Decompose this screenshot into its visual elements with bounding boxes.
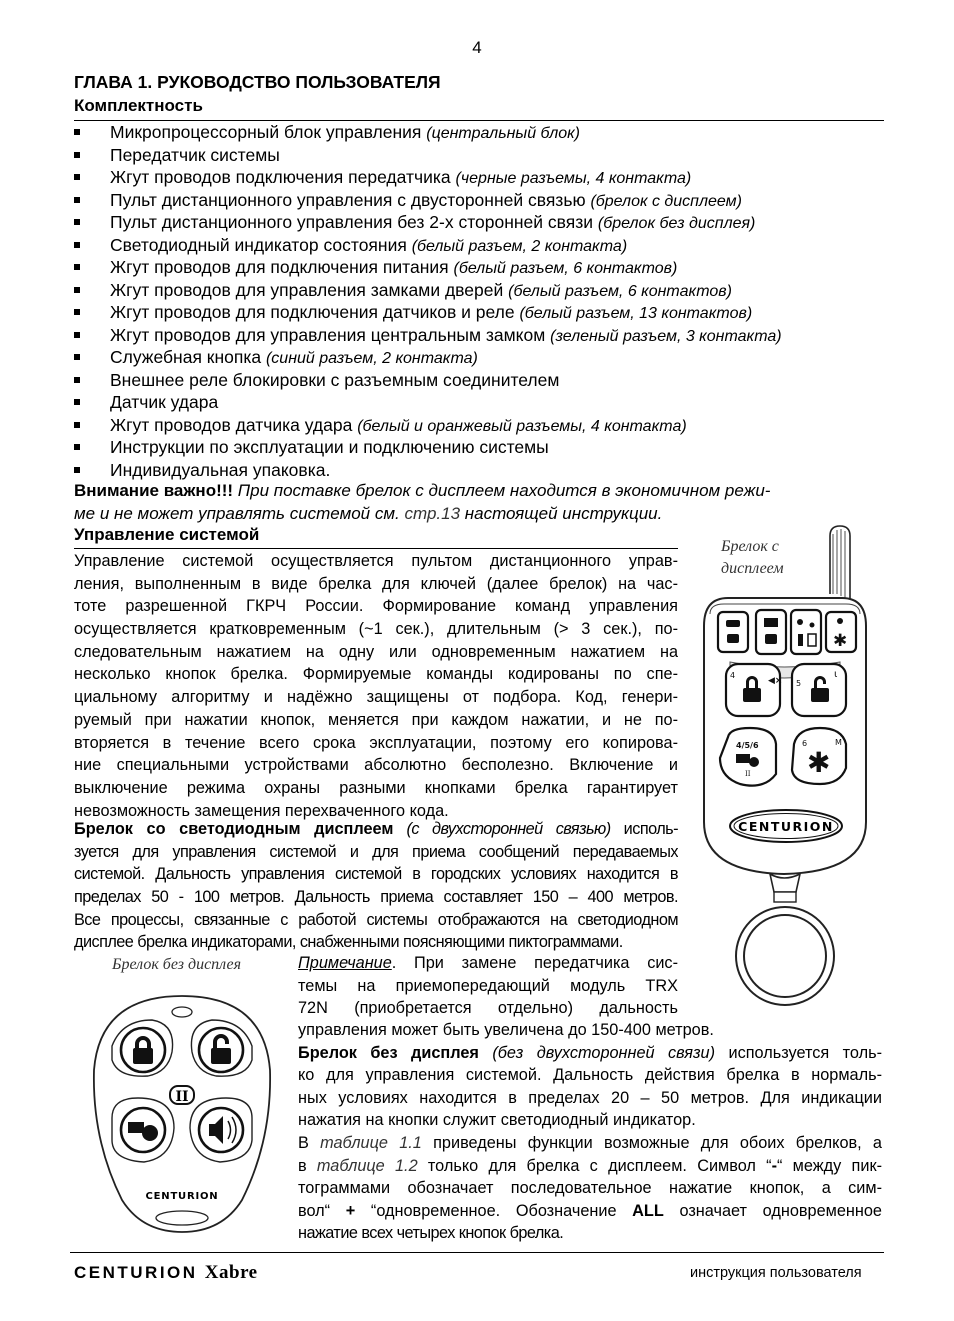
- svg-text:4: 4: [730, 671, 736, 680]
- bullet-marker: [74, 399, 80, 405]
- control-paragraph-line: невозможность замещения перехваченного кода.: [74, 801, 449, 820]
- svg-text:✱: ✱: [833, 631, 848, 651]
- svg-text:◀×: ◀×: [768, 676, 783, 686]
- kit-item-text: Микропроцессорный блок управления: [110, 122, 427, 142]
- kit-list: [74, 121, 894, 481]
- kit-list-item: [74, 121, 894, 144]
- kit-item-text: Инструкции по эксплуатации и подключению системы: [110, 437, 549, 457]
- warning-text-3: настоящей инструкции.: [460, 503, 663, 523]
- table-ref-1-2: таблице 1.2: [316, 1156, 418, 1175]
- bullet-marker: [74, 287, 80, 293]
- control-paragraph-line: ления, выполненным в виде брелка для ключей (далее брелок) на час-: [74, 574, 678, 593]
- bullet-marker: [74, 129, 80, 135]
- svg-text:5: 5: [796, 679, 802, 688]
- svg-text:✱: ✱: [807, 746, 831, 779]
- display-fob-brand: CENTURION: [738, 819, 834, 834]
- tables-text: вол“: [298, 1201, 346, 1220]
- warning-paragraph: [74, 480, 884, 525]
- kit-item-note: (зеленый разъем, 3 контакта): [550, 327, 782, 345]
- note-line: . При замене передатчика сис-: [391, 954, 678, 972]
- footer-brand: [74, 1262, 258, 1284]
- table-ref-1-1: таблице 1.1: [320, 1133, 422, 1152]
- control-paragraph-line: тоте разрешенной ГКРЧ России. Формирование команд управления: [74, 597, 678, 616]
- bullet-marker: [74, 332, 80, 338]
- display-fob-line: Все процессы, связанные с работой системы отображаются на светодиодном: [74, 910, 678, 929]
- plain-fob-subtitle: (без двухсторонней связи): [478, 1043, 716, 1062]
- kit-item-text: Внешнее реле блокировки с разъемным соединителем: [110, 369, 560, 390]
- control-paragraph-line: Управление системой осуществляется пультом дистанционного управ-: [74, 552, 678, 570]
- control-paragraph-1: [74, 550, 678, 822]
- kit-item-text: Индивидуальная упаковка.: [110, 459, 331, 480]
- bullet-marker: [74, 197, 80, 203]
- kit-list-item: [74, 369, 894, 392]
- chapter-title: ГЛАВА 1. РУКОВОДСТВО ПОЛЬЗОВАТЕЛЯ: [74, 72, 441, 92]
- svg-text:4/5/6: 4/5/6: [736, 741, 759, 750]
- footer-brand-name: CENTURION: [74, 1263, 198, 1282]
- kit-item-text: Пульт дистанционного управления без 2-х сторонней связи: [110, 212, 598, 232]
- kit-list-item: [74, 459, 894, 482]
- bullet-marker: [74, 264, 80, 270]
- svg-text:6: 6: [802, 739, 808, 748]
- kit-item-note: (синий разъем, 2 контакта): [265, 350, 478, 367]
- bullet-marker: [74, 422, 80, 428]
- footer-caption: инструкция пользователя: [690, 1265, 862, 1281]
- right-column: [298, 1019, 882, 1245]
- kit-item-note: (белый разъем, 6 контактов): [453, 260, 678, 277]
- svg-text:II: II: [745, 770, 751, 778]
- bullet-marker: [74, 467, 80, 473]
- display-fob-paragraph: [74, 818, 678, 954]
- control-paragraph-line: ние специальными устройствами абсолютно бесполезно. Включение и: [74, 756, 678, 775]
- warning-text-2: ме и не может управлять системой см.: [74, 503, 405, 523]
- plain-fob-caption: Брелок без дисплея: [112, 956, 242, 973]
- display-fob-caption-line: Брелок с: [721, 538, 779, 555]
- control-paragraph-line: несколько кнопок брелка. Формируемые команды кодированы по спе-: [74, 665, 678, 684]
- bullet-marker: [74, 242, 80, 248]
- note-line: темы на приемопередающий модуль TRX: [298, 976, 678, 995]
- tables-text: В: [298, 1133, 321, 1152]
- tables-text: означает одновременное: [663, 1201, 882, 1220]
- kit-list-item: [74, 189, 894, 212]
- svg-text:ɩ: ɩ: [834, 669, 838, 680]
- kit-item-text: Передатчик системы: [110, 144, 280, 165]
- kit-list-item: [74, 144, 894, 167]
- plain-fob-line: ных условиях находится в пределах 20 – 50 метров. Для индикации: [298, 1088, 882, 1107]
- note-paragraph: [298, 952, 678, 1020]
- tables-text: только для брелка с дисплеем. Символ “: [417, 1156, 772, 1175]
- bullet-marker: [74, 377, 80, 383]
- display-fob-text: исполь-: [610, 820, 678, 838]
- kit-list-item: [74, 391, 894, 414]
- bullet-marker: [74, 444, 80, 450]
- control-paragraph-line: следовательным нажатием на одну или одновременным нажатием на: [74, 642, 678, 661]
- kit-list-item: [74, 234, 894, 257]
- bullet-marker: [74, 354, 80, 360]
- display-fob-image: [690, 522, 880, 1014]
- plain-fob-line: нажатия на кнопки служит светодиодный индикатор.: [298, 1111, 696, 1130]
- tables-text: нажатие всех четырех кнопок брелка.: [298, 1224, 564, 1243]
- kit-item-text: Жгут проводов для подключения питания: [110, 257, 454, 277]
- note-line: управления может быть увеличена до 150-400 метров.: [298, 1021, 714, 1039]
- kit-list-item: [74, 279, 894, 302]
- control-paragraph-line: циальному алгоритму и надёжно защищены от подбора. Код, генери-: [74, 688, 678, 707]
- kit-list-item: [74, 414, 894, 437]
- kit-list-item: [74, 166, 894, 189]
- control-paragraph-line: осуществляется кратковременным (~1 сек.), длительным (> 3 сек.), по-: [74, 620, 678, 639]
- warning-label: Внимание важно!!!: [74, 481, 234, 500]
- kit-item-text: Светодиодный индикатор состояния: [110, 234, 412, 255]
- display-fob-caption-line: дисплеем: [721, 560, 784, 577]
- plain-fob-image: [82, 990, 282, 1240]
- control-paragraph-line: руемый при нажатии кнопок, меняется при каждом нажатии, и не по-: [74, 710, 678, 729]
- warning-text-1: При поставке брелок с дисплеем находится в экономичном режи-: [233, 481, 771, 500]
- kit-item-text: Датчик удара: [110, 392, 219, 412]
- plain-fob-text: используется толь-: [715, 1043, 883, 1062]
- display-fob-line: системой. Дальность управления системой в городских условиях находится в: [74, 865, 678, 884]
- tables-text: приведены функции возможные для обоих брелков, а: [421, 1133, 882, 1152]
- control-paragraph-line: вторяется в течение всего срока эксплуатации, поэтому его копирова-: [74, 733, 678, 752]
- plain-fob-label: Брелок без дисплея: [298, 1043, 479, 1062]
- control-heading: Управление системой: [74, 525, 260, 544]
- plus-symbol: +: [345, 1201, 356, 1220]
- display-fob-line: пределах 50 - 100 метров. Дальность приема составляет 150 – 400 метров.: [74, 888, 678, 907]
- control-rule: [74, 548, 678, 549]
- page-number: 4: [472, 38, 482, 57]
- display-fob-line: зуется для управления системой и для приема сообщений передаваемых: [74, 842, 678, 861]
- control-paragraph-line: выключение режима охраны разными кнопками брелка гарантирует: [74, 778, 678, 797]
- kit-list-item: [74, 211, 894, 234]
- kit-list-item: [74, 256, 894, 279]
- display-fob-subtitle: (с двухсторонней связью): [393, 820, 611, 838]
- kit-list-item: [74, 301, 894, 324]
- kit-list-item: [74, 324, 894, 347]
- kit-item-note: (белый разъем, 6 контактов): [508, 282, 732, 300]
- kit-item-note: (брелок без дисплея): [597, 215, 756, 232]
- kit-item-text: Жгут проводов для управления центральным замком: [110, 324, 551, 345]
- kit-item-note: (черные разъемы, 4 контакта): [455, 170, 692, 187]
- kit-list-item: [74, 346, 894, 369]
- svg-text:II: II: [175, 1089, 189, 1105]
- kit-item-text: Пульт дистанционного управления с двусторонней связью: [110, 189, 591, 210]
- note-label: Примечание: [298, 954, 392, 972]
- all-symbol: ALL: [632, 1201, 664, 1220]
- plain-fob-brand: CENTURION: [145, 1191, 219, 1202]
- kit-item-note: (белый и оранжевый разъемы, 4 контакта): [357, 417, 687, 435]
- note-line: 72N (приобретается отдельно) дальность: [298, 999, 678, 1018]
- footer-model: Xabre: [204, 1262, 258, 1283]
- minus-symbol: -: [771, 1156, 778, 1175]
- kit-item-text: Жгут проводов для управления замками дверей: [110, 279, 509, 300]
- display-fob-line: дисплее брелка индикаторами, снабженными поясняющими пиктограммами.: [74, 933, 623, 952]
- tables-text: тограммами обозначает последовательное нажатие кнопок, а сим-: [298, 1179, 882, 1198]
- kit-item-text: Жгут проводов подключения передатчика: [110, 167, 456, 187]
- display-fob-label: Брелок со светодиодным дисплеем: [74, 820, 394, 838]
- bullet-marker: [74, 309, 80, 315]
- warning-page-ref: стр.13: [404, 503, 461, 523]
- tables-text: “ между пик-: [777, 1156, 882, 1175]
- kit-item-note: (центральный блок): [426, 125, 580, 142]
- kit-item-text: Служебная кнопка: [110, 347, 266, 367]
- kit-list-item: [74, 436, 894, 459]
- plain-fob-line: ко для управления системой. Дальность действия брелка в нормаль-: [298, 1066, 882, 1085]
- kit-item-note: (брелок с дисплеем): [590, 192, 742, 210]
- bullet-marker: [74, 152, 80, 158]
- kit-item-note: (белый разъем, 2 контакта): [411, 237, 628, 255]
- kit-heading: Комплектность: [74, 96, 203, 115]
- kit-item-note: (белый разъем, 13 контактов): [519, 305, 753, 322]
- tables-text: “одновременное. Обозначение: [355, 1201, 633, 1220]
- kit-item-text: Жгут проводов датчика удара: [110, 414, 358, 435]
- kit-item-text: Жгут проводов для подключения датчиков и реле: [110, 302, 520, 322]
- bullet-marker: [74, 174, 80, 180]
- footer-rule: [70, 1252, 884, 1253]
- svg-text:M: M: [835, 738, 842, 747]
- bullet-marker: [74, 219, 80, 225]
- tables-text: в: [298, 1156, 317, 1175]
